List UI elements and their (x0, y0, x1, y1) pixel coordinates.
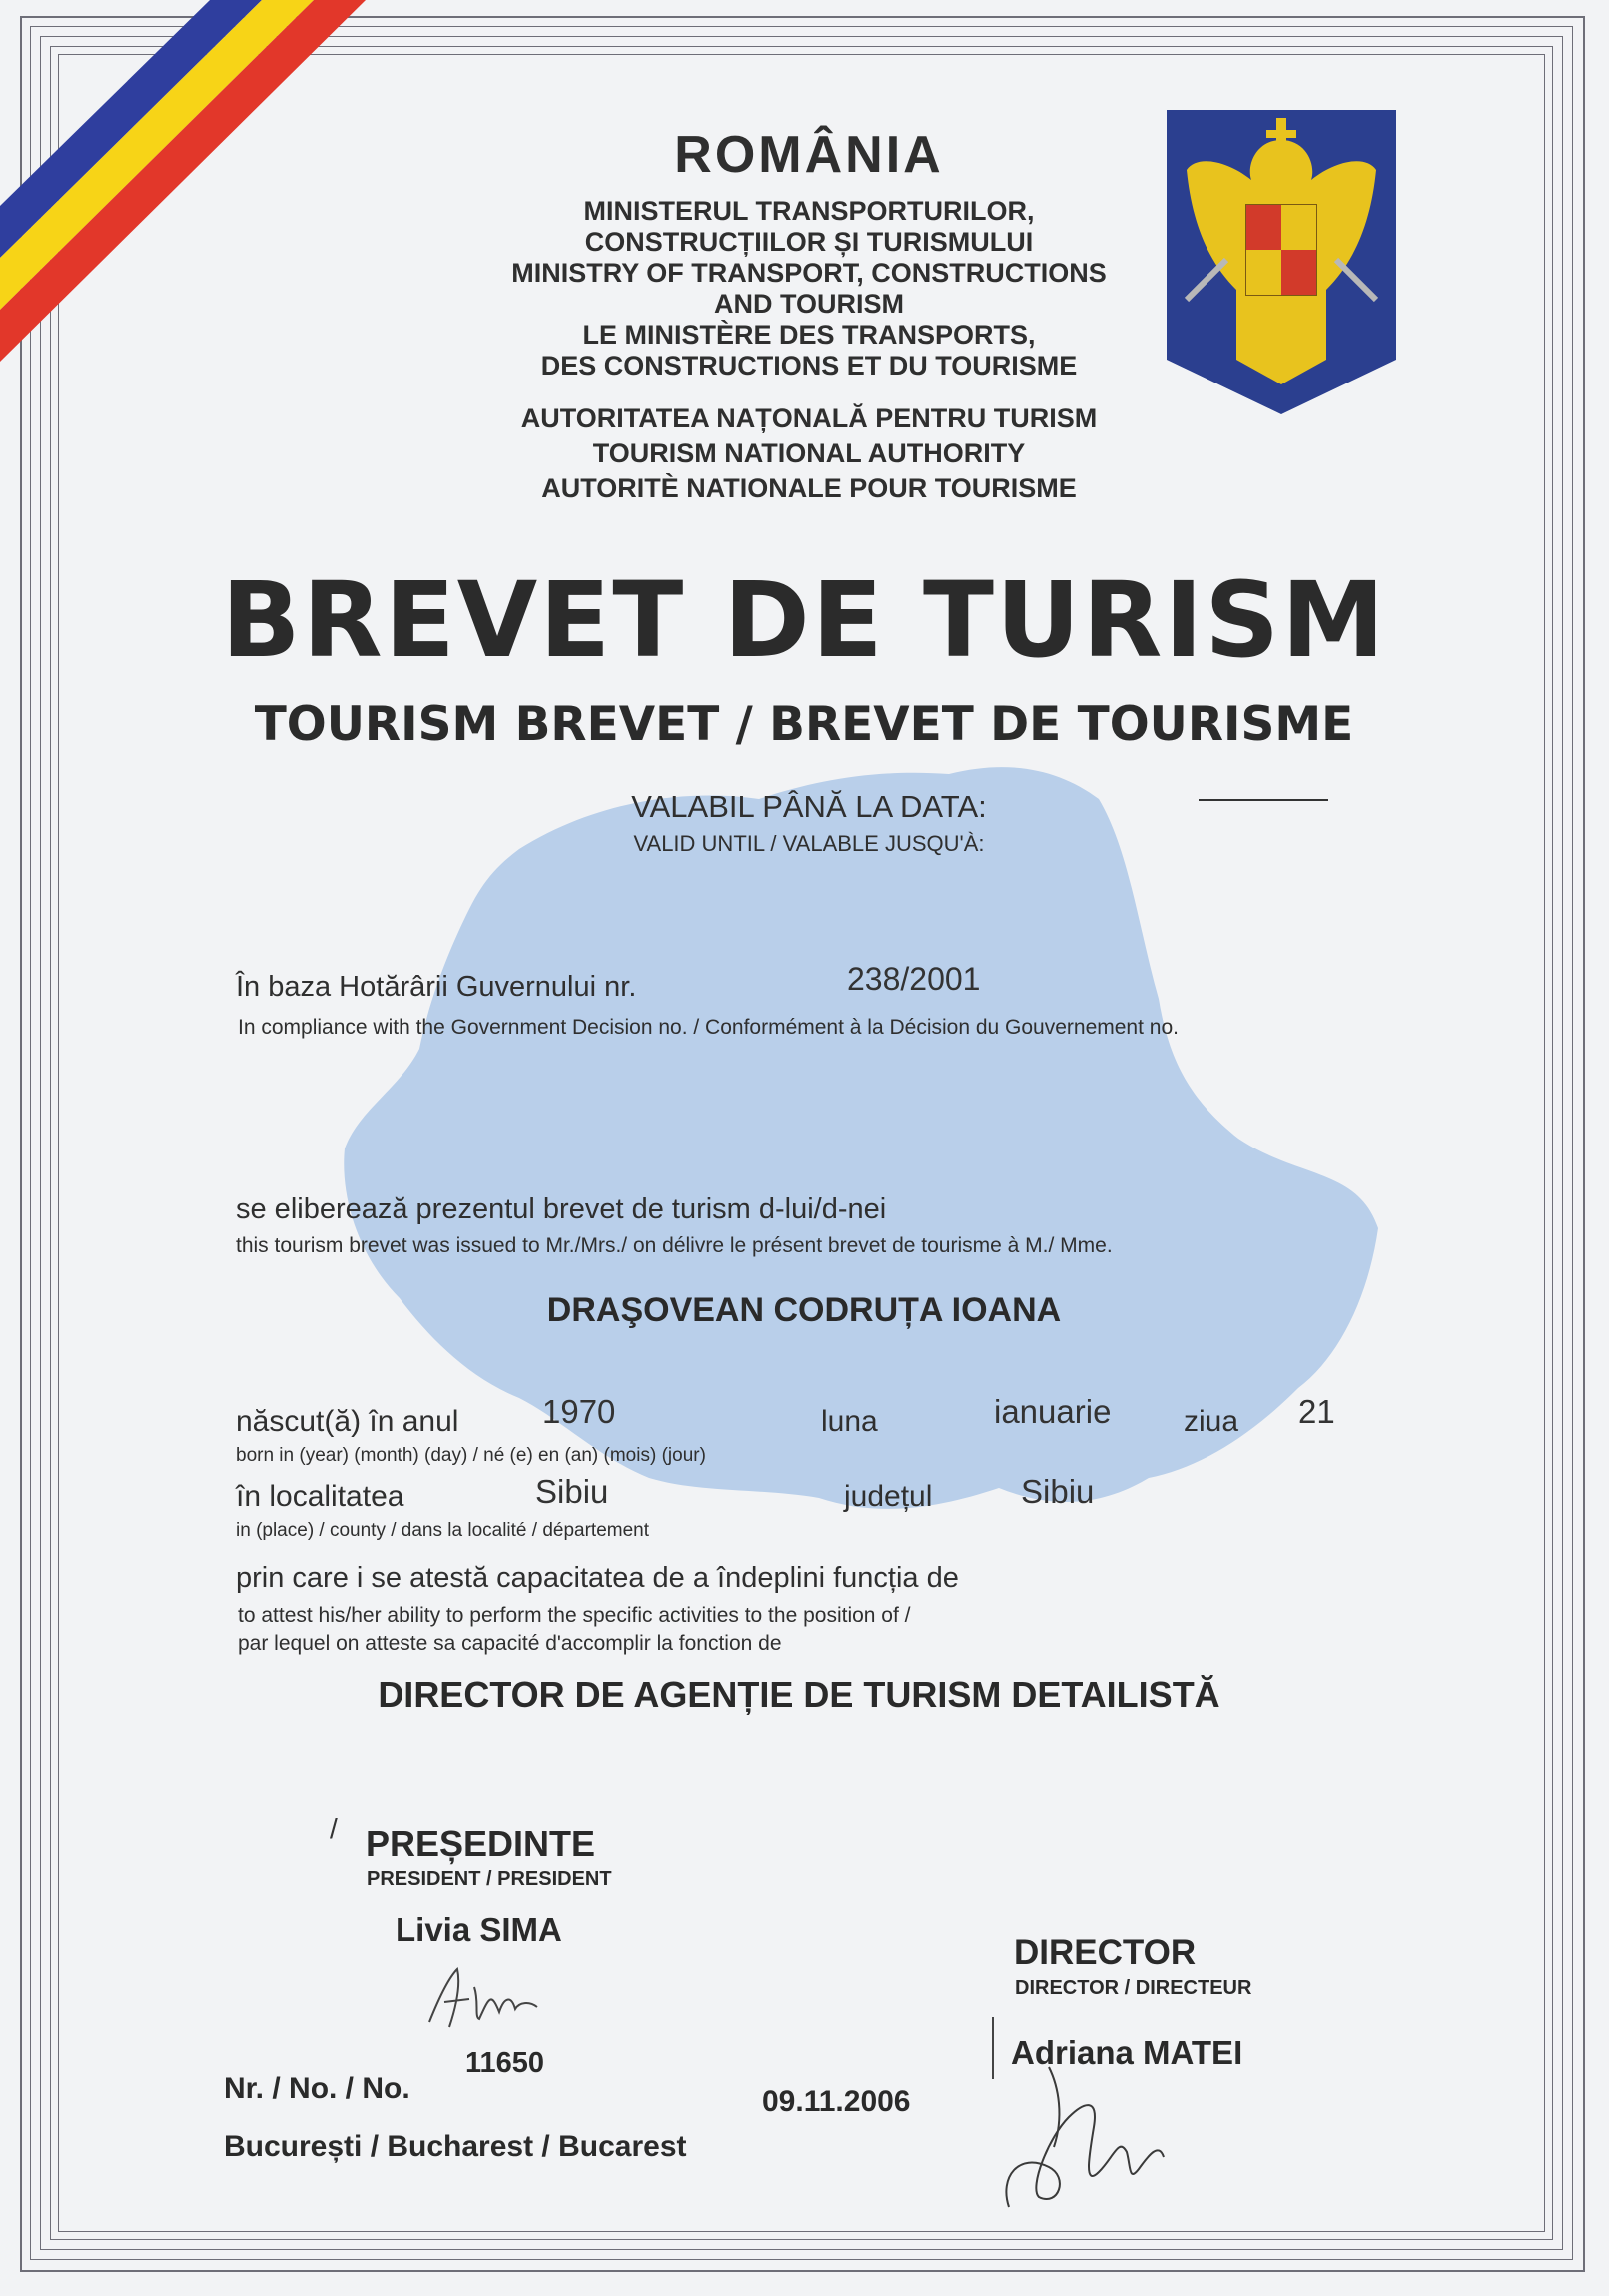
director-subtitle: DIRECTOR / DIRECTEUR (1015, 1977, 1252, 1999)
director-signature (989, 2057, 1189, 2217)
birth-place-label: în localitatea (236, 1480, 404, 1513)
country-title: ROMÂNIA (674, 126, 944, 184)
function-label-fr: par lequel on atteste sa capacité d'accomplir la fonction de (238, 1632, 782, 1655)
birth-county: Sibiu (1021, 1473, 1095, 1510)
validity-label-translation: VALID UNTIL / VALABLE JUSQU'À: (633, 831, 985, 856)
president-signature (419, 1957, 549, 2037)
director-title: DIRECTOR (1014, 1933, 1197, 1972)
birth-place: Sibiu (535, 1473, 609, 1510)
tick-mark: / (330, 1813, 338, 1844)
ministry-line: LE MINISTÈRE DES TRANSPORTS, (582, 320, 1036, 350)
ministry-line: CONSTRUCȚIILOR ȘI TURISMULUI (584, 227, 1034, 257)
authority-line: AUTORITÈ NATIONALE POUR TOURISME (541, 473, 1077, 503)
ministry-line: MINISTRY OF TRANSPORT, CONSTRUCTIONS (511, 258, 1107, 288)
ministry-line: DES CONSTRUCTIONS ET DU TOURISME (540, 351, 1078, 381)
issue-place: București / Bucharest / Bucarest (224, 2130, 687, 2163)
birth-label-translation: born in (year) (month) (day) / né (e) en (an) (mois) (jour) (236, 1445, 706, 1466)
birth-county-label: județul (844, 1480, 933, 1513)
authority-line: AUTORITATEA NAȚONALĂ PENTRU TURISM (520, 403, 1098, 433)
map-shape (344, 767, 1378, 1509)
issued-label: se eliberează prezentul brevet de turism d-lui/d-nei (236, 1193, 887, 1225)
document-title: BREVET DE TURISM (221, 559, 1387, 681)
birth-month-label: luna (821, 1405, 878, 1438)
issue-date: 09.11.2006 (762, 2085, 911, 2118)
document-subtitle: TOURISM BREVET / BREVET DE TOURISME (254, 697, 1354, 752)
director-name: Adriana MATEI (1011, 2034, 1243, 2071)
ministry-line: MINISTERUL TRANSPORTURILOR, (583, 196, 1035, 226)
document-number: 11650 (465, 2047, 545, 2079)
validity-blank-line (1199, 799, 1328, 801)
birth-place-label-translation: in (place) / county / dans la localité / département (236, 1520, 650, 1541)
issued-label-translation: this tourism brevet was issued to Mr./Mrs./ on délivre le présent brevet de tourisme à M./ Mme. (236, 1234, 1113, 1257)
decision-label: În baza Hotărârii Guvernului nr. (236, 971, 637, 1003)
president-subtitle: PRESIDENT / PRESIDENT (367, 1868, 612, 1890)
decision-number: 238/2001 (847, 961, 981, 997)
function-label-en: to attest his/her ability to perform the specific activities to the position of / (238, 1604, 911, 1627)
birth-month: ianuarie (994, 1393, 1112, 1430)
authority-line: TOURISM NATIONAL AUTHORITY (592, 438, 1026, 468)
validity-label: VALABIL PÂNĂ LA DATA: (631, 789, 987, 824)
birth-year: 1970 (542, 1393, 616, 1430)
function-label: prin care i se atestă capacitatea de a îndeplini funcția de (236, 1562, 959, 1594)
position-title: DIRECTOR DE AGENȚIE DE TURISM DETAILISTĂ (378, 1674, 1220, 1715)
birth-day: 21 (1298, 1393, 1335, 1430)
coat-of-arms-icon (1167, 110, 1396, 414)
number-label: Nr. / No. / No. (224, 2072, 410, 2105)
birth-year-label: născut(ă) în anul (236, 1405, 459, 1438)
ministry-line: AND TOURISM (713, 289, 904, 319)
birth-day-label: ziua (1184, 1405, 1239, 1438)
president-name: Livia SIMA (396, 1912, 562, 1948)
decision-label-translation: In compliance with the Government Decision no. / Conformément à la Décision du Gouvernement no. (238, 1016, 1179, 1039)
holder-name: DRAŞOVEAN CODRUȚA IOANA (546, 1291, 1062, 1329)
president-title: PREȘEDINTE (366, 1823, 596, 1864)
